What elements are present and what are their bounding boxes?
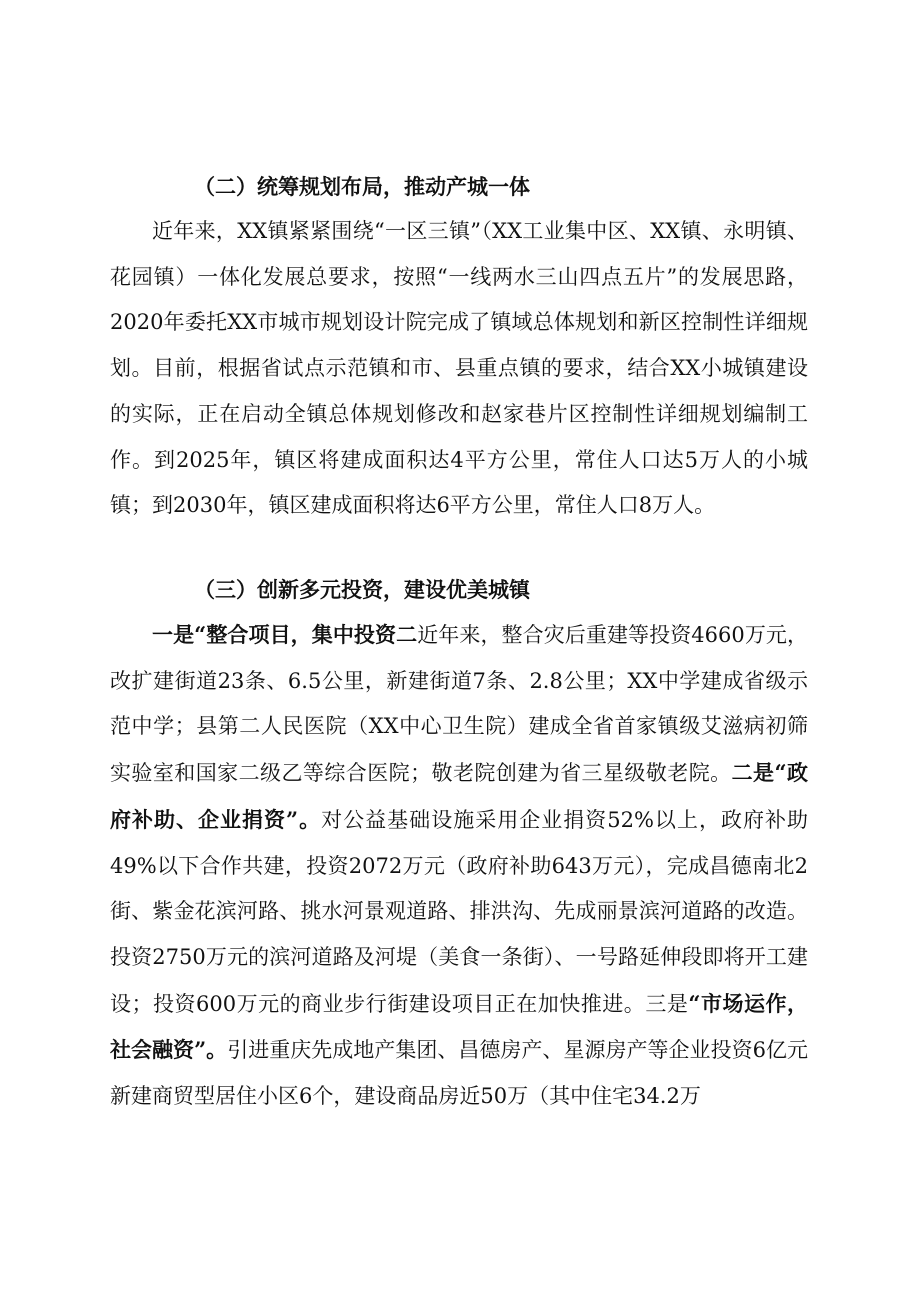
section-3-paragraph — [110, 612, 808, 1120]
item-1-text: 近年来，整合灾后重建等投资4660万元，改扩建街道23条、6.5公里，新建街道7条、2.8公里；XX中学建成省级示范中学；县第二人民医院（XX中心卫生院）建成全省首家镇级艾滋病初筛实验室和国家二级乙等综合医院；敬老院创建为省三星级敬老院。 — [110, 623, 808, 786]
section-2-paragraph: 近年来，XX镇紧紧围绕“一区三镇”（XX工业集中区、XX镇、永明镇、花园镇）一体化发展总要求，按照“一线两水三山四点五片”的发展思路，2020年委托XX市城市规划设计院完成了镇域总体规划和新区控制性详细规划。目前，根据省试点示范镇和市、县重点镇的要求，结合XX小城镇建设的实际，正在启动全镇总体规划修改和赵家巷片区控制性详细规划编制工作。到2025年，镇区将建成面积达4平方公里，常住人口达5万人的小城镇；到2030年，镇区建成面积将达6平方公里，常住人口8万人。 — [110, 219, 808, 518]
item-3-text: 引进重庆先成地产集团、昌德房产、星源房产等企业投资6亿元新建商贸型居住小区6个，建设商品房近50万（其中住宅34.2万 — [110, 1038, 808, 1109]
item-3-prefix: 三是 — [645, 991, 689, 1016]
section-3-heading: （三）创新多元投资，建设优美城镇 — [194, 577, 530, 602]
item-3-label: “市场运作，社会融资”。 — [110, 990, 808, 1063]
item-1-label: 一是“整合项目，集中投资二 — [152, 622, 418, 647]
section-2-heading: （二）统筹规划布局，推动产城一体 — [194, 174, 530, 199]
item-2-text: 对公益基础设施采用企业捐资52%以上，政府补助49%以下合作共建，投资2072万元（政府补助643万元），完成昌德南北2街、紫金花滨河路、挑水河景观道路、排洪沟、先成丽景滨河道路的改造。投资2750万元的滨河道路及河堤（美食一条街）、一号路延伸段即将开工建设；投资600万元的商业步行街建设项目正在加快推进。 — [110, 807, 808, 1016]
item-2-label: 二是“政府补助、企业捐资”。 — [110, 760, 808, 832]
